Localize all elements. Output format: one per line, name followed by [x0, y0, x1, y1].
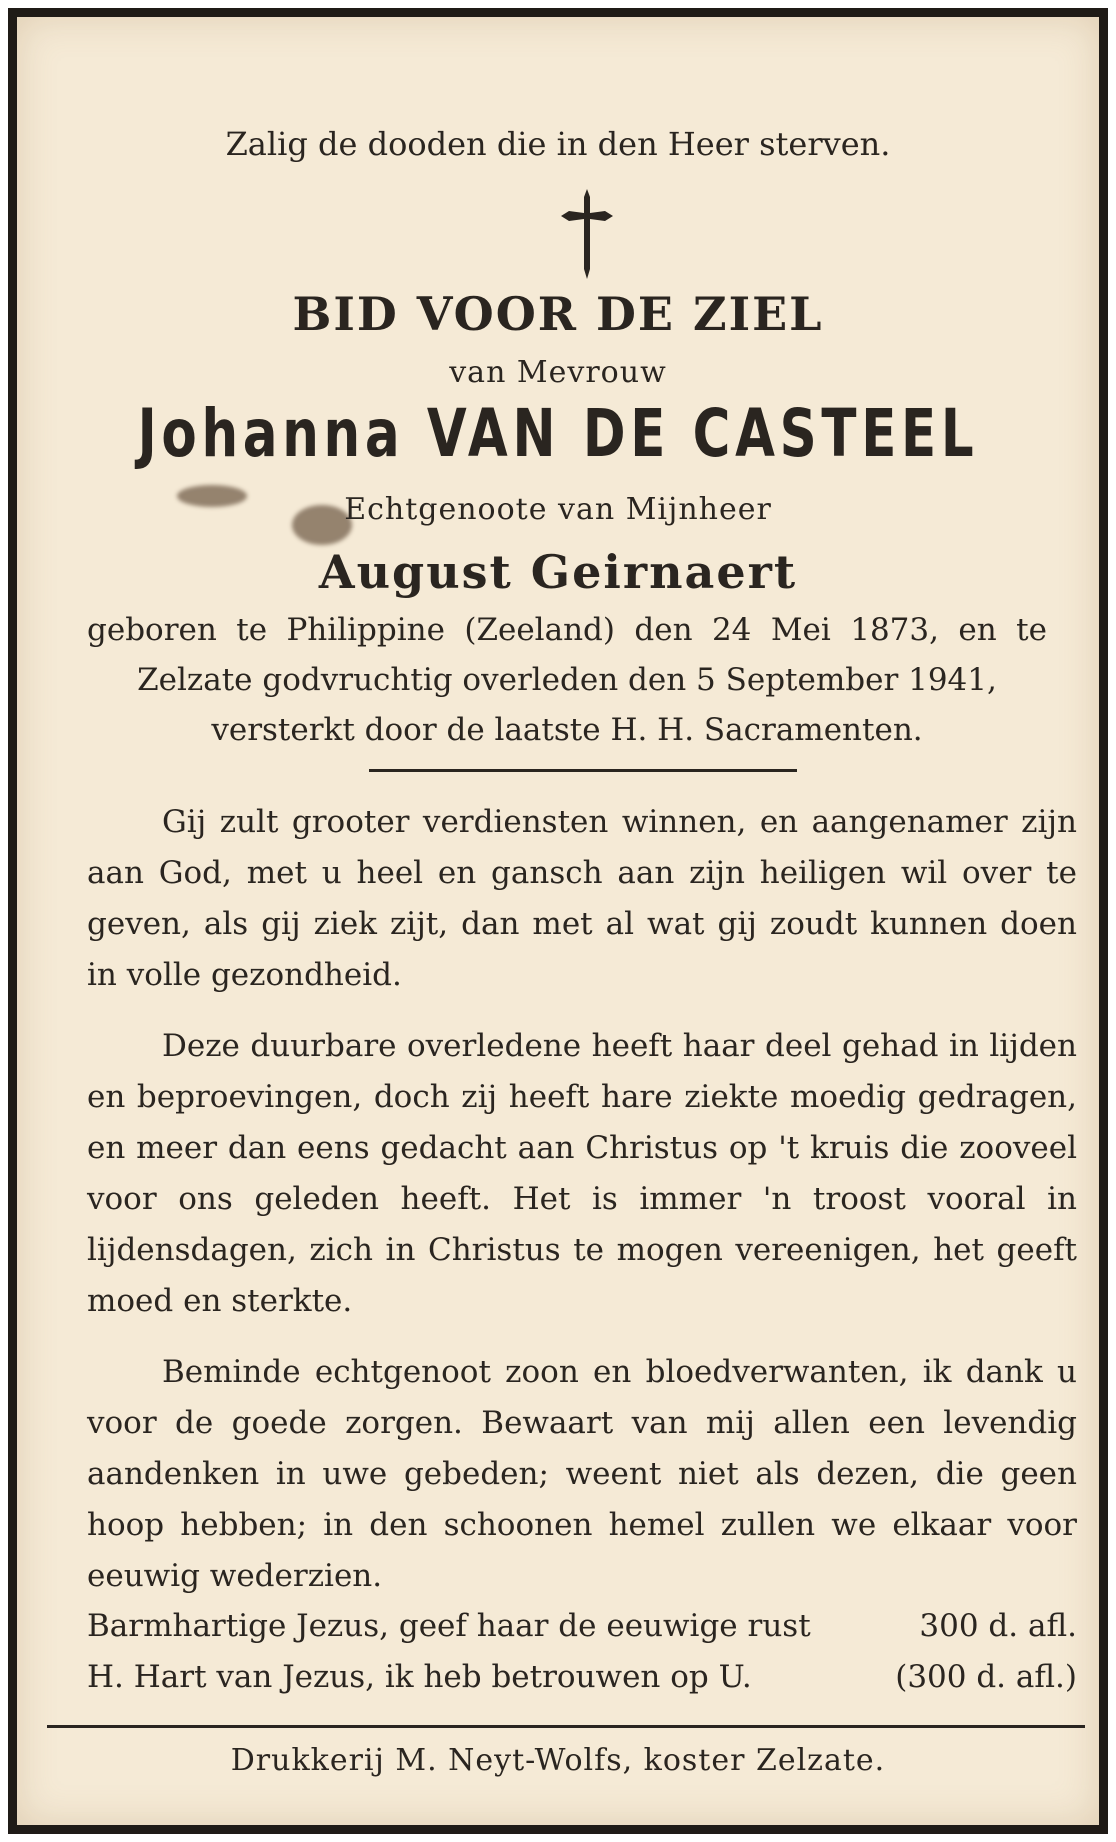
footer-divider — [47, 1725, 1085, 1728]
memorial-card — [8, 8, 1108, 1834]
prayer-line-1 — [87, 1601, 1077, 1652]
prayer-1-text: Barmhartige Jezus, geef haar de eeuwige rust — [87, 1608, 811, 1644]
birth-death-block — [87, 605, 1047, 755]
divider — [369, 769, 797, 772]
printer-credit: Drukkerij M. Neyt-Wolfs, koster Zelzate. — [230, 1743, 886, 1778]
paragraph-2: Deze duurbare overledene heeft haar deel gehad in lijden en beproevingen, doch zij heeft hare ziekte moedig gedragen, en meer dan eens gedacht aan Christus op 't kruis die zooveel voor ons geleden heeft. Het is immer 'n troost vooral in lijdensdagen, zich in Christus te mogen vereenigen, het geeft moed en sterkte. — [87, 1028, 1077, 1319]
spouse-name: August Geirnaert — [318, 545, 798, 599]
paragraph-3: Beminde echtgenoot zoon en bloedverwanten, ik dank u voor de goede zorgen. Bewaart van mij allen een levendig aandenken in uwe gebeden; weent niet als dezen, die geen hoop hebben; in den schoonen hemel zullen we elkaar voor eeuwig wederzien. — [87, 1354, 1077, 1594]
prayer-heading: BID VOOR DE ZIEL — [292, 287, 824, 341]
prayer-line-2 — [87, 1652, 1077, 1703]
prayer-2-text: H. Hart van Jezus, ik heb betrouwen op U. — [87, 1659, 752, 1695]
death-line: Zelzate godvruchtig overleden den 5 September 1941, — [137, 662, 997, 698]
paragraph-1: Gij zult grooter verdiensten winnen, en aangenamer zijn aan God, met u heel en gansch aan zijn heiligen wil over te geven, als gij ziek zijt, dan met al wat gij zoudt kunnen doen in volle gezondheid. — [87, 804, 1077, 993]
prayer-1-indulgence: 300 d. afl. — [919, 1608, 1077, 1644]
ejaculatory-prayers — [87, 1601, 1077, 1703]
title-van-mevrouw: van Mevrouw — [449, 355, 667, 390]
deceased-name: Johanna VAN DE CASTEEL — [137, 395, 979, 472]
spouse-intro: Echtgenoote van Mijnheer — [344, 492, 772, 527]
motto-text: Zalig de dooden die in den Heer sterven. — [225, 125, 891, 163]
prayer-2-indulgence: (300 d. afl.) — [895, 1659, 1077, 1695]
birth-line: geboren te Philippine (Zeeland) den 24 Mei 1873, en te — [87, 612, 1047, 648]
latin-cross-icon — [557, 189, 617, 279]
sacraments-line: versterkt door de laatste H. H. Sacramenten. — [211, 712, 923, 748]
